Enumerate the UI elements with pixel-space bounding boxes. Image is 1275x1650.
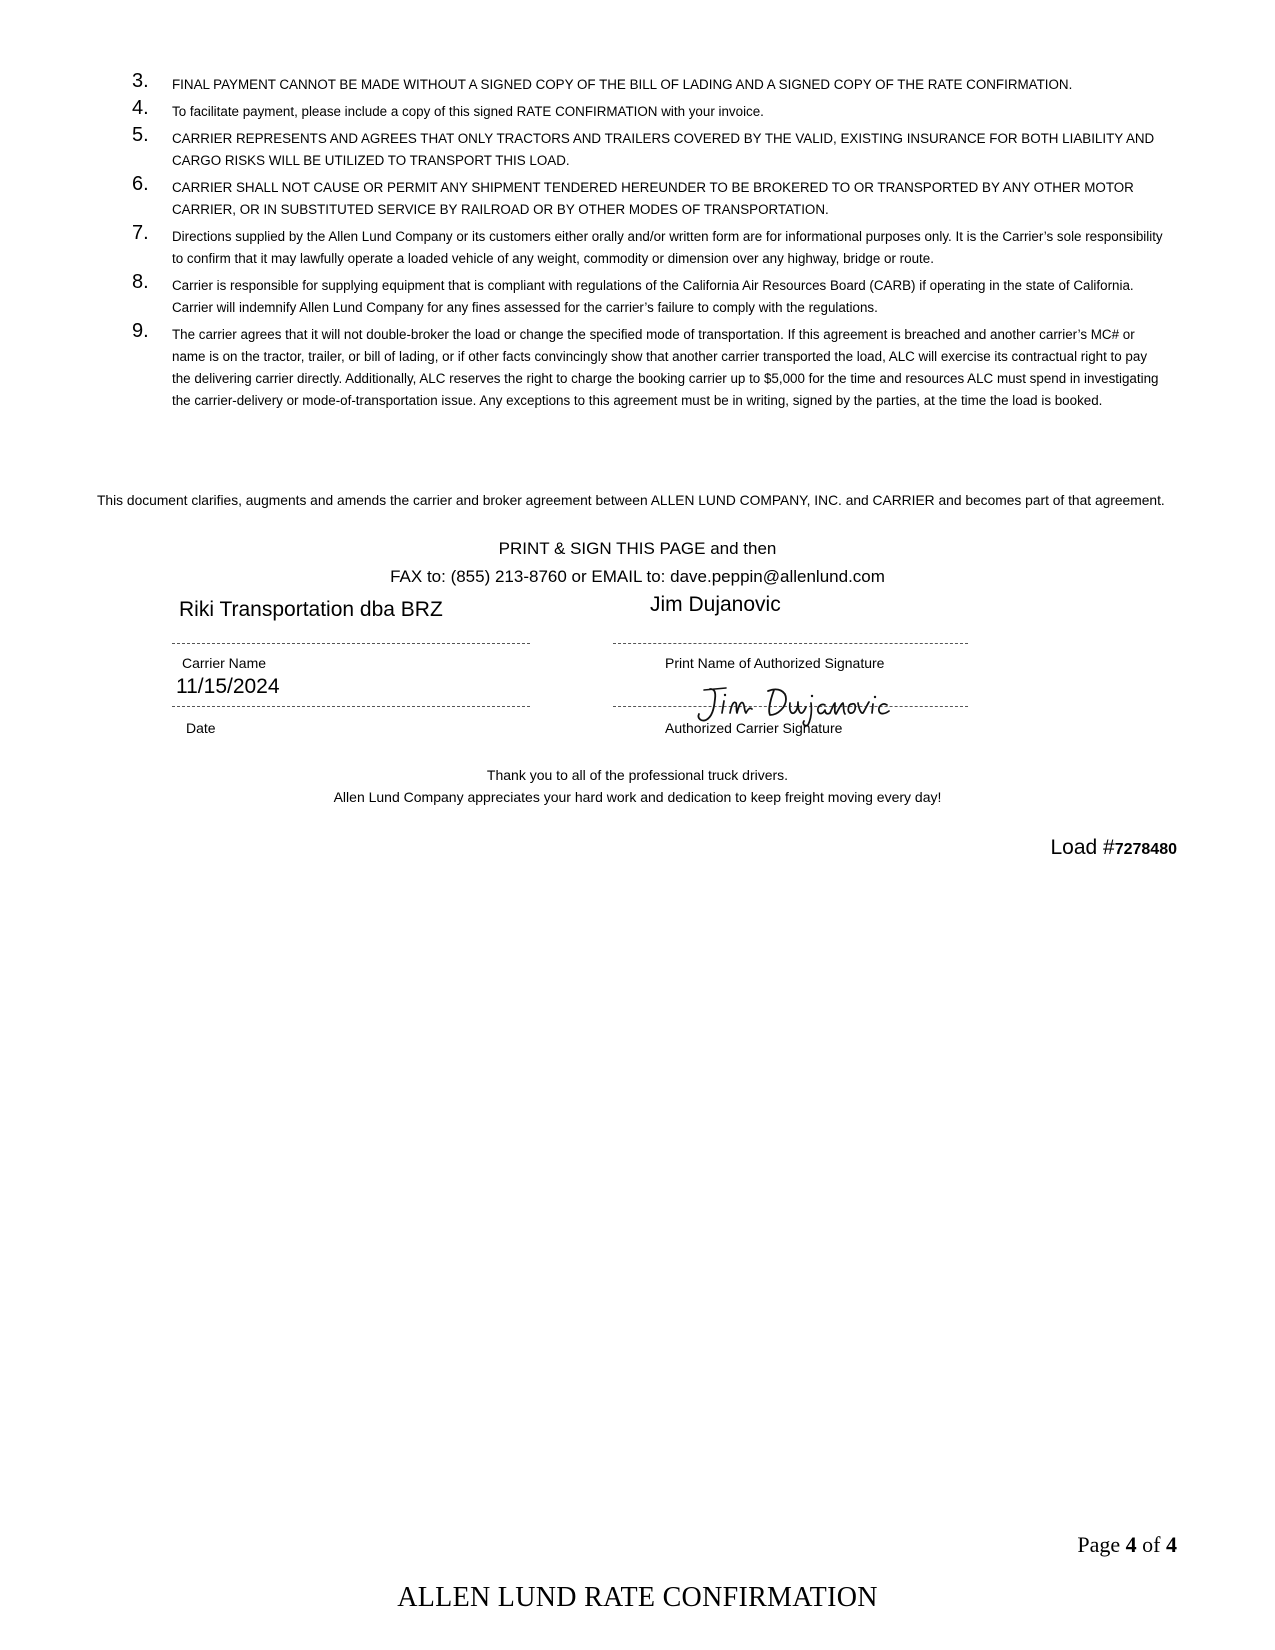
page-total: 4 [1166,1532,1177,1557]
signature-label: Authorized Carrier Signature [665,720,843,736]
term-item [126,320,1166,412]
print-name-line [613,643,968,644]
term-text: The carrier agrees that it will not double-broker the load or change the specified mode of transportation. If this agreement is breached and another carrier’s MC# or name is on the tractor, trailer, or bill of lading, or if other facts convincingly show that another carrier transported the load, ALC will exercise its contractual right to pay the delivering carrier directly. Additionally, ALC reserves the right to charge the booking carrier up to $5,000 for the time and resources ALC must spend in investigating the carrier-delivery or mode-of-transportation issue. Any exceptions to this agreement must be in writing, signed by the parties, at the time the load is booked. [172,327,1159,408]
term-text: Carrier is responsible for supplying equipment that is compliant with regulations of the California Air Resources Board (CARB) if operating in the state of California. Carrier will indemnify Allen Lund Company for any fines assessed for the carrier’s failure to comply with the regulations. [172,278,1134,315]
date-field[interactable]: 11/15/2024 [176,675,280,698]
term-number: 5. [132,124,149,146]
date-label: Date [186,720,216,736]
load-label: Load # [1050,836,1115,859]
term-item [126,271,1166,319]
carrier-name-field[interactable]: Riki Transportation dba BRZ [179,598,443,621]
term-text: To facilitate payment, please include a copy of this signed RATE CONFIRMATION with your invoice. [172,104,764,119]
term-number: 7. [132,222,149,244]
print-name-field[interactable]: Jim Dujanovic [650,593,781,616]
thanks-drivers-text: Thank you to all of the professional truck drivers. [486,767,789,783]
term-number: 3. [132,70,149,92]
fax-email-instruction: FAX to: (855) 213-8760 or EMAIL to: dave.peppin@allenlund.com [390,567,885,586]
agreement-intro: This document clarifies, augments and amends the carrier and broker agreement between ALLEN LUND COMPANY, INC. and CARRIER and becomes part of that agreement. [97,493,1165,508]
page-number [1077,1532,1177,1558]
term-item [126,70,1166,96]
page-prefix: Page [1077,1532,1126,1557]
term-number: 8. [132,271,149,293]
page-current: 4 [1125,1532,1137,1557]
term-item [126,97,1166,123]
term-text: Directions supplied by the Allen Lund Company or its customers either orally and/or written form are for informational purposes only. It is the Carrier’s sole responsibility to confirm that it may lawfully operate a loaded vehicle of any weight, commodity or dimension over any highway, bridge or route. [172,229,1163,266]
term-item [126,173,1166,221]
term-number: 6. [132,173,149,195]
terms-list [126,70,1166,417]
term-number: 4. [132,97,149,119]
document-footer-title: ALLEN LUND RATE CONFIRMATION [397,1582,878,1613]
print-sign-instruction: PRINT & SIGN THIS PAGE and then [498,539,777,558]
term-item [126,124,1166,172]
appreciation-text: Allen Lund Company appreciates your hard work and dedication to keep freight moving every day! [333,789,942,805]
term-item [126,222,1166,270]
term-text: CARRIER SHALL NOT CAUSE OR PERMIT ANY SHIPMENT TENDERED HEREUNDER TO BE BROKERED TO OR TRANSPORTED BY ANY OTHER MOTOR CARRIER, OR IN SUBSTITUTED SERVICE BY RAILROAD OR BY OTHER MODES OF TRANSPORTATION. [172,180,1134,217]
carrier-name-line [172,643,530,644]
term-number: 9. [132,320,149,342]
load-number: 7278480 [1114,841,1177,858]
load-reference [1050,836,1177,860]
page-of: of [1136,1532,1166,1557]
term-text: FINAL PAYMENT CANNOT BE MADE WITHOUT A SIGNED COPY OF THE BILL OF LADING AND A SIGNED COPY OF THE RATE CONFIRMATION. [172,77,1073,92]
carrier-name-label: Carrier Name [182,655,267,671]
term-text: CARRIER REPRESENTS AND AGREES THAT ONLY TRACTORS AND TRAILERS COVERED BY THE VALID, EXISTING INSURANCE FOR BOTH LIABILITY AND CARGO RISKS WILL BE UTILIZED TO TRANSPORT THIS LOAD. [172,131,1155,168]
print-name-label: Print Name of Authorized Signature [665,655,885,671]
date-line [172,706,530,707]
